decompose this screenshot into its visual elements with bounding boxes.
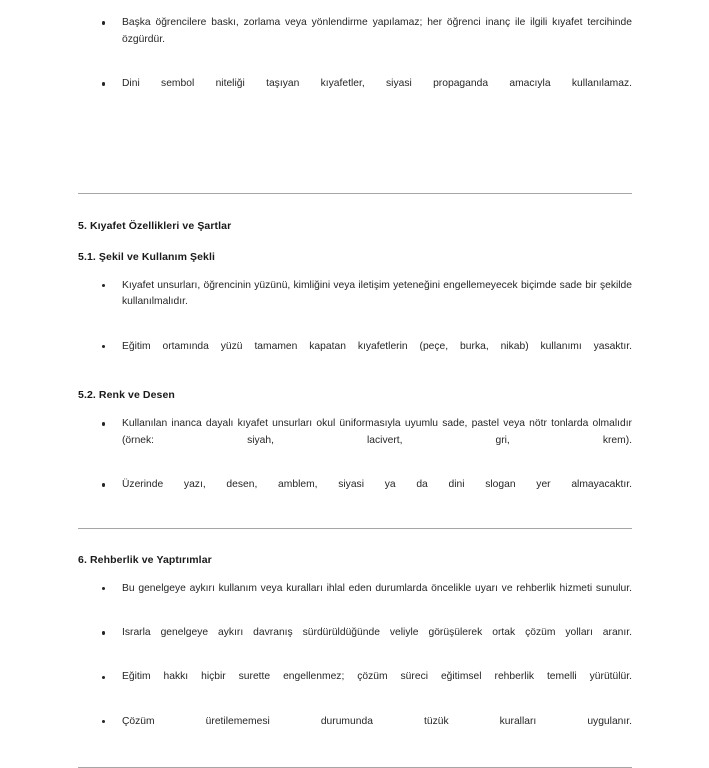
section-5-1-bullet-list	[78, 278, 632, 372]
list-item	[78, 581, 632, 614]
bullet-dot-icon	[102, 82, 105, 85]
list-item-text: Kıyafet unsurları, öğrencinin yüzünü, kimliğini veya iletişim yeteneğini engellemeyecek biçimde sade bir şekilde kullanılmalıdır.	[122, 279, 632, 308]
list-item-text: Bu genelgeye aykırı kullanım veya kuralları ihlal eden durumlarda öncelikle uyarı ve rehberlik hizmeti sunulur.	[122, 582, 632, 594]
document-content	[78, 0, 632, 768]
section-heading-5: 5. Kıyafet Özellikleri ve Şartlar	[78, 220, 232, 233]
list-item	[78, 15, 632, 65]
list-item	[78, 278, 632, 328]
list-item	[78, 714, 632, 747]
section-5-2-bullet-list	[78, 416, 632, 510]
list-item-text: Üzerinde yazı, desen, amblem, siyasi ya da dini slogan yer almayacaktır.	[122, 479, 632, 491]
list-item-text: Eğitim hakkı hiçbir surette engellenmez; çözüm süreci eğitimsel rehberlik temelli yürütülür.	[122, 671, 632, 683]
bullet-dot-icon	[102, 284, 105, 287]
subsection-heading-5-2: 5.2. Renk ve Desen	[78, 389, 175, 402]
bullet-dot-icon	[102, 345, 105, 348]
bullet-dot-icon	[102, 720, 105, 723]
list-item	[78, 76, 632, 109]
bullet-dot-icon	[102, 676, 105, 679]
list-item	[78, 339, 632, 372]
list-item-text: Dini sembol niteliği taşıyan kıyafetler, siyasi propaganda amacıyla kullanılamaz.	[122, 78, 632, 90]
bullet-dot-icon	[102, 21, 105, 24]
bullet-dot-icon	[102, 422, 105, 425]
list-item-text: Eğitim ortamında yüzü tamamen kapatan kıyafetlerin (peçe, burka, nikab) kullanımı yasaktır.	[122, 340, 632, 352]
section-heading-6: 6. Rehberlik ve Yaptırımlar	[78, 553, 212, 566]
list-item	[78, 669, 632, 702]
list-item-text: Çözüm üretilememesi durumunda tüzük kuralları uygulanır.	[122, 715, 632, 727]
list-item	[78, 416, 632, 466]
bullet-dot-icon	[102, 587, 105, 590]
list-item-text: Başka öğrencilere baskı, zorlama veya yönlendirme yapılamaz; her öğrenci inanç ile ilgili kıyafet tercihinde özgürdür.	[122, 17, 632, 45]
list-item	[78, 625, 632, 658]
section-divider	[78, 528, 632, 529]
list-item-text: Israrla genelgeye aykırı davranış sürdürüldüğünde veliyle görüşülerek ortak çözüm yolları aranır.	[122, 627, 632, 639]
intro-bullet-list	[78, 15, 632, 109]
section-divider	[78, 193, 632, 194]
list-item	[78, 477, 632, 510]
bullet-dot-icon	[102, 631, 105, 634]
section-6-bullet-list	[78, 581, 632, 747]
subsection-heading-5-1: 5.1. Şekil ve Kullanım Şekli	[78, 250, 216, 263]
list-item-text: Kullanılan inanca dayalı kıyafet unsurları okul üniformasıyla uyumlu sade, pastel veya nötr tonlarda olmalıdır (örnek: siyah, lacivert, gri, krem).	[122, 418, 632, 446]
bullet-dot-icon	[102, 483, 105, 486]
